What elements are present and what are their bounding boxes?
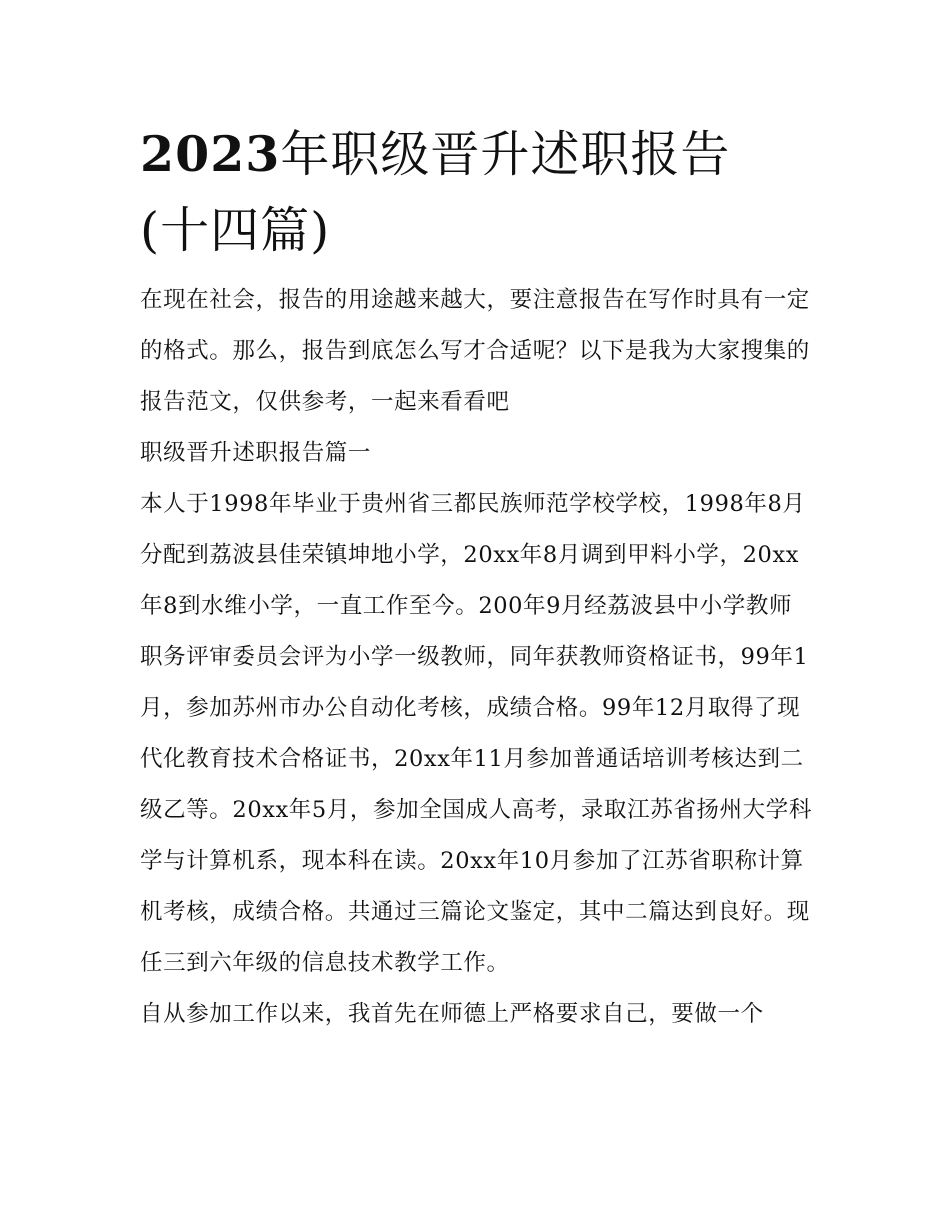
body-paragraph-1: 本人于1998年毕业于贵州省三都民族师范学校学校，1998年8月分配到荔波县佳荣镇坤地小学，20xx年8月调到甲料小学，20xx年8到水维小学，一直工作至今。200年9月经荔波县中小学教师职务评审委员会评为小学一级教师，同年获教师资格证书，99年1月，参加苏州市办公自动化考核，成绩合格。99年12月取得了现代化教育技术合格证书，20xx年11月参加普通话培训考核达到二级乙等。20xx年5月，参加全国成人高考，录取江苏省扬州大学科学与计算机系，现本科在读。20xx年10月参加了江苏省职称计算机考核，成绩合格。共通过三篇论文鉴定，其中二篇达到良好。现任三到六年级的信息技术教学工作。 bbox=[140, 491, 812, 976]
document-title bbox=[140, 116, 800, 269]
title-text: 年职级晋升述职报告(十四篇) bbox=[140, 126, 731, 259]
title-year: 2023 bbox=[140, 125, 281, 183]
intro-paragraph: 在现在社会，报告的用途越来越大，要注意报告在写作时具有一定的格式。那么，报告到底怎么写才合适呢？以下是我为大家搜集的报告范文，仅供参考，一起来看看吧 bbox=[140, 287, 810, 415]
document-body bbox=[140, 275, 812, 1040]
body-paragraph-2: 自从参加工作以来，我首先在师德上严格要求自己，要做一个 bbox=[140, 1001, 764, 1027]
section-heading: 职级晋升述职报告篇一 bbox=[140, 440, 372, 466]
